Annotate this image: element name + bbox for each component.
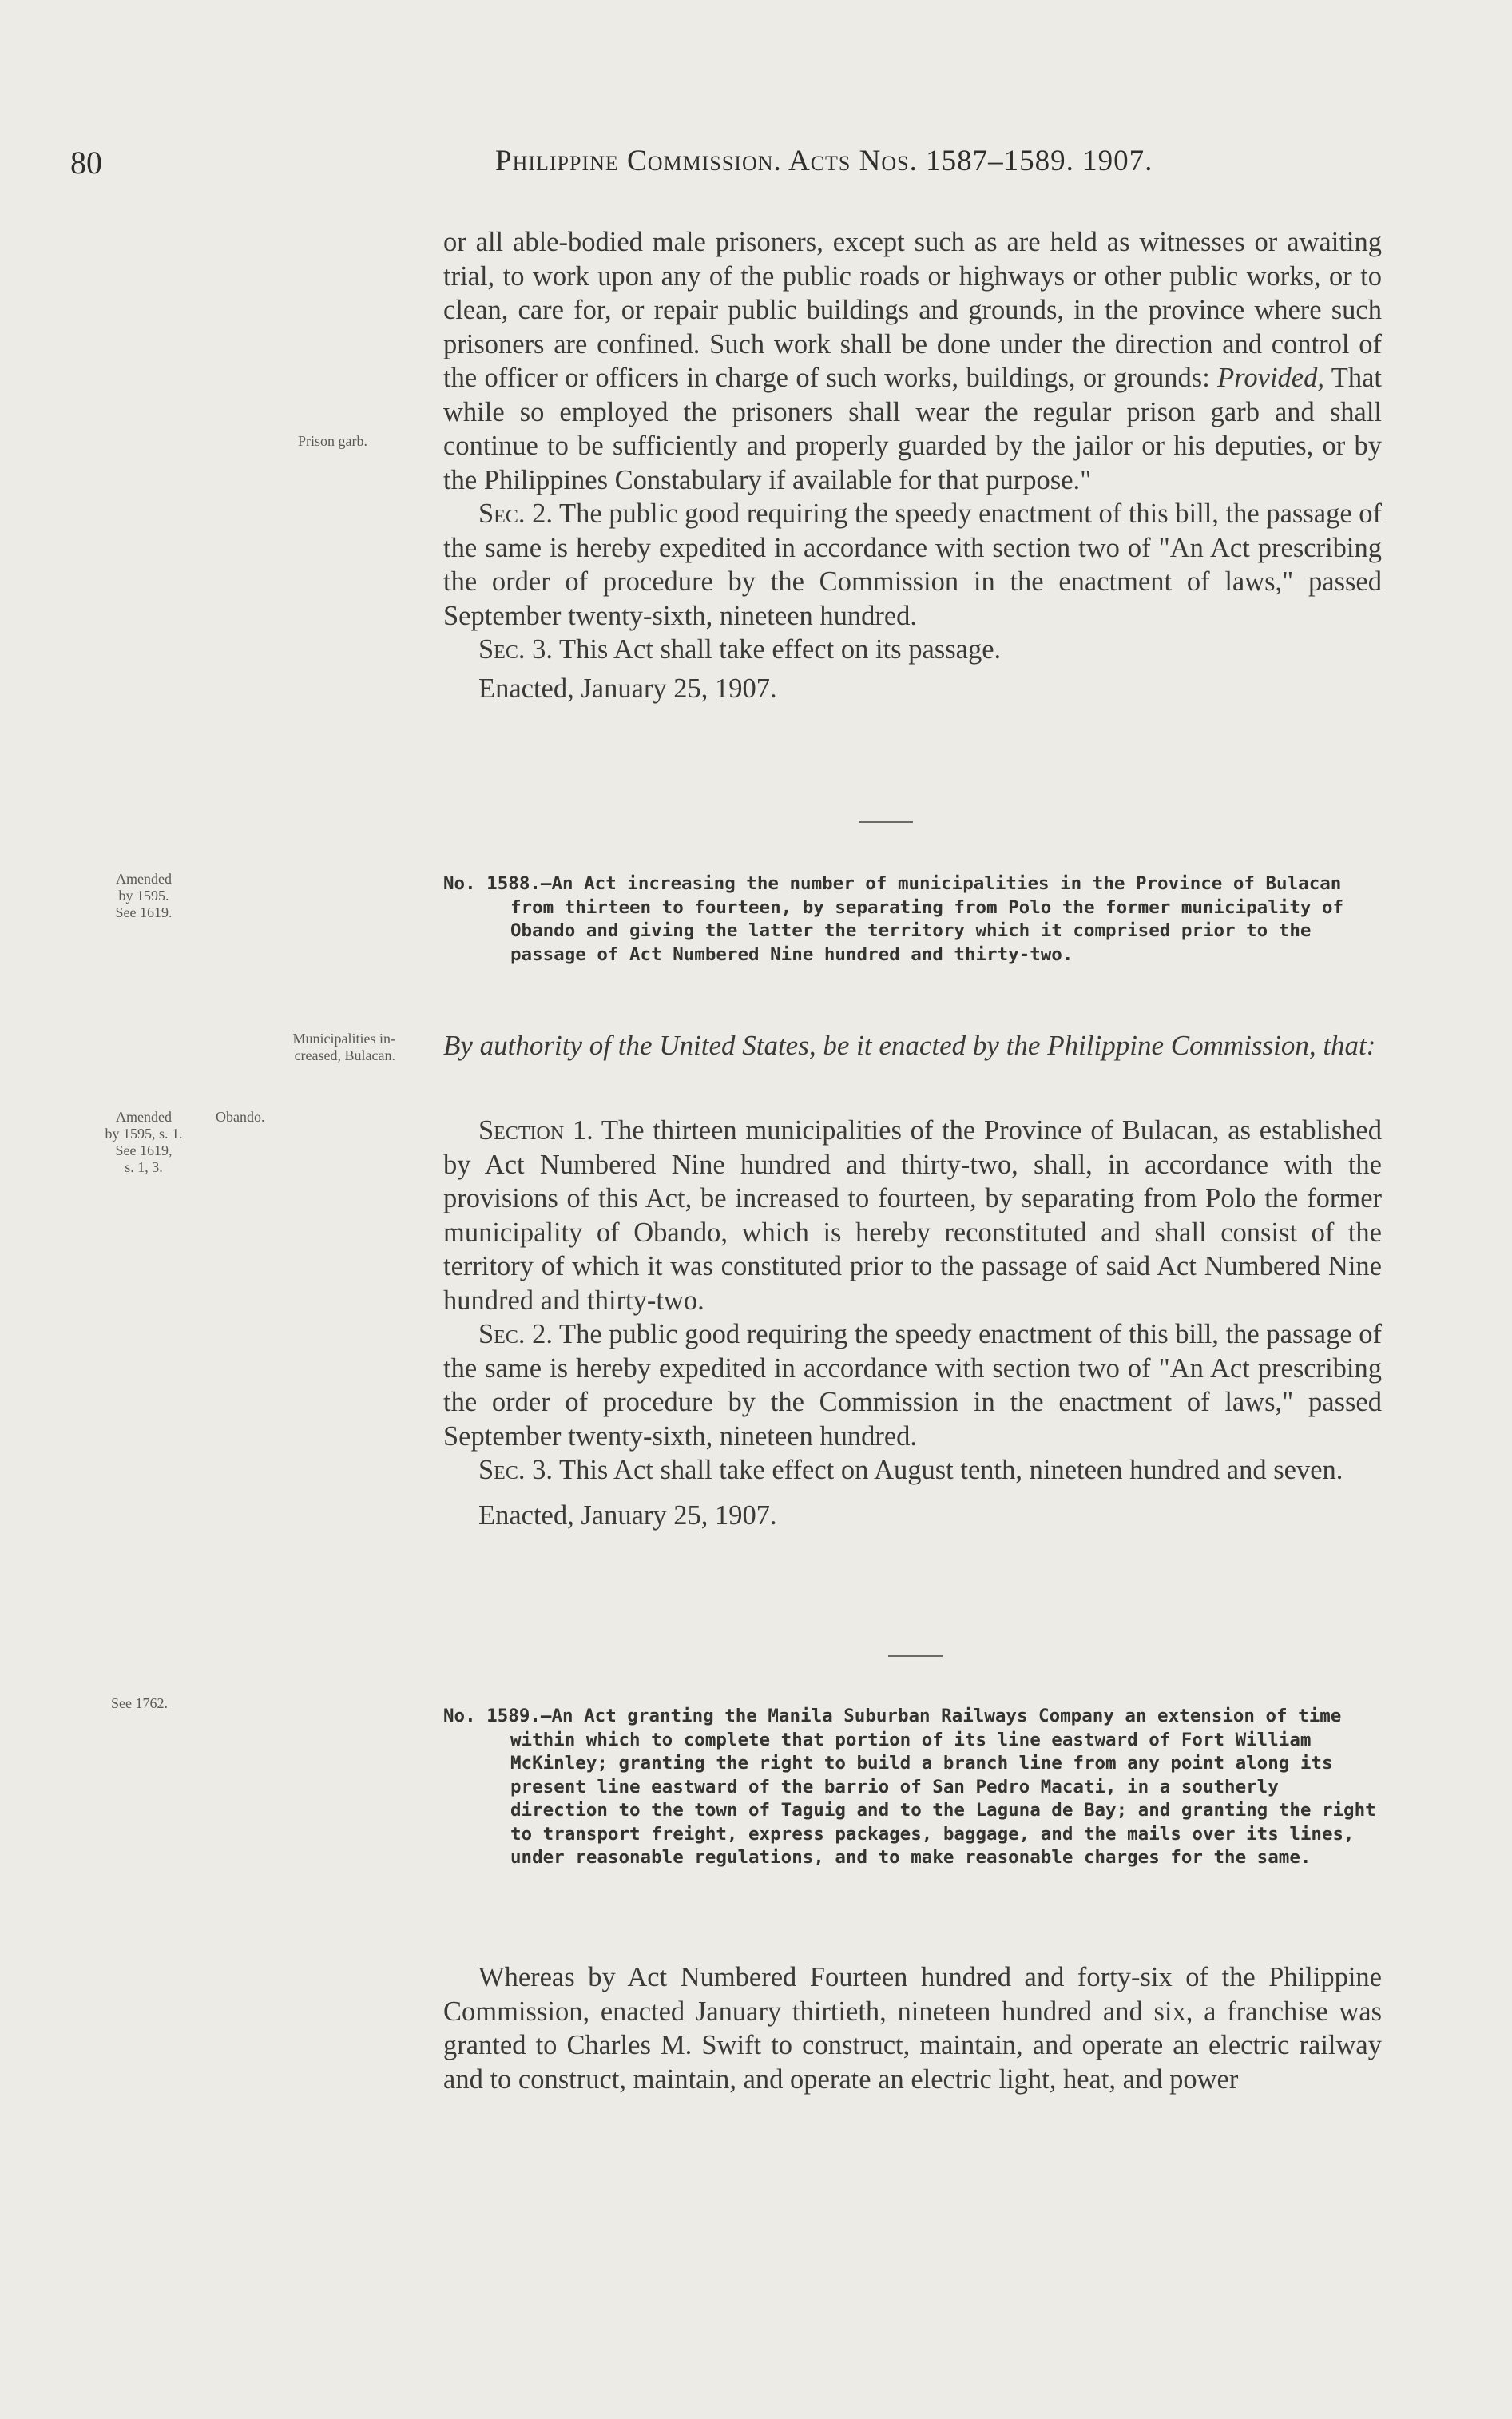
margin-note-amended-1595-s1: Amended by 1595, s. 1. See 1619, s. 1, 3. [105,1109,183,1175]
margin-note-municipalities: Municipalities in- creased, Bulacan. [292,1031,395,1063]
act-1587-continuation [443,225,1382,705]
enacted-date: Enacted, January 25, 1907. [478,1499,777,1531]
section-3: Sec. 3. This Act shall take effect on August tenth, nineteen hundred and seven. [478,1455,1343,1485]
act-number: No. 1589. [443,1706,541,1726]
act-1588-body [443,1114,1382,1532]
running-title: Philippine Commission. Acts Nos. 1587–1589. 1907. [495,145,1153,177]
page-number: 80 [70,145,102,181]
margin-note-prison-garb: Prison garb. [298,433,367,449]
section-2: Sec. 2. The public good requiring the speedy enactment of this bill, the passage of the same is hereby expedited in accordance with section two of "An Act prescribing the order of procedure by the Commission in the enactment of laws," passed September twenty-sixth, nineteen hundred. [443,1319,1382,1452]
paragraph: or all able-bodied male prisoners, except such as are held as witnesses or awaiting trial, to work upon any of the public roads or highways or other public works, or to clean, care for, or repair public buildings and grounds, in the province where such prisoners are confined. Such work shall be done under the direction and control of the officer or officers in charge of such works, buildings, or grounds: Provided, That while so employed the prisoners shall wear the regular prison garb and shall continue to be sufficiently and properly guarded by the jailor or his deputies, or by the Philippines Constabulary if available for that purpose." [443,227,1382,495]
provided-word: Provided, [1217,363,1324,393]
act-number: No. 1588. [443,873,541,894]
section-3: Sec. 3. This Act shall take effect on its passage. [478,634,1002,665]
act-1588-title: No. 1588.—An Act increasing the number of municipalities in the Province of Bulacan from thirteen to fourteen, by separating from Polo the former municipality of Obando and giving the latter the territory which it comprised prior to the passage of Act Numbered Nine hundred and thirty-two. [443,873,1344,965]
margin-note-amended-1595: Amended by 1595. See 1619. [115,871,173,920]
section-2: Sec. 2. The public good requiring the speedy enactment of this bill, the passage of the same is hereby expedited in accordance with section two of "An Act prescribing the order of procedure by the Commission in the enactment of laws," passed September twenty-sixth, nineteen hundred. [443,498,1382,631]
whereas-paragraph: Whereas by Act Numbered Fourteen hundred and forty-six of the Philippine Commission, enacted January thirtieth, nineteen hundred and six, a franchise was granted to Charles M. Swift to construct, maintain, and operate an electric railway and to construct, maintain, and operate an electric light, heat, and power [443,1962,1382,2095]
section-1: Section 1. The thirteen municipalities of the Province of Bulacan, as established by Act Numbered Nine hundred and thirty-two, shall, in accordance with the provisions of this Act, be increased to fourteen, by separating from Polo the former municipality of Obando, which is hereby reconstituted and shall consist of the territory of which it was constituted prior to the passage of said Act Numbered Nine hundred and thirty-two. [443,1115,1382,1316]
act-1589-body [443,1960,1382,2096]
enacting-clause-1588: By authority of the United States, be it enacted by the Philippine Commission, that: [443,1030,1376,1061]
margin-note-obando: Obando. [216,1109,265,1125]
enacted-date: Enacted, January 25, 1907. [478,673,777,704]
section-divider [859,821,913,823]
margin-note-see-1762: See 1762. [111,1695,168,1711]
section-divider [888,1655,943,1657]
act-1589-title: No. 1589.—An Act granting the Manila Suburban Railways Company an extension of time within which to complete that portion of its line eastward of Fort William McKinley; granting the right to build a branch line from any point along its present line eastward of the barrio of San Pedro Macati, in a southerly direction to the town of Taguig and to the Laguna de Bay; and granting the right to transport freight, express packages, baggage, and the mails over its lines, under reasonable regulations, and to make reasonable charges for the same. [443,1706,1376,1868]
